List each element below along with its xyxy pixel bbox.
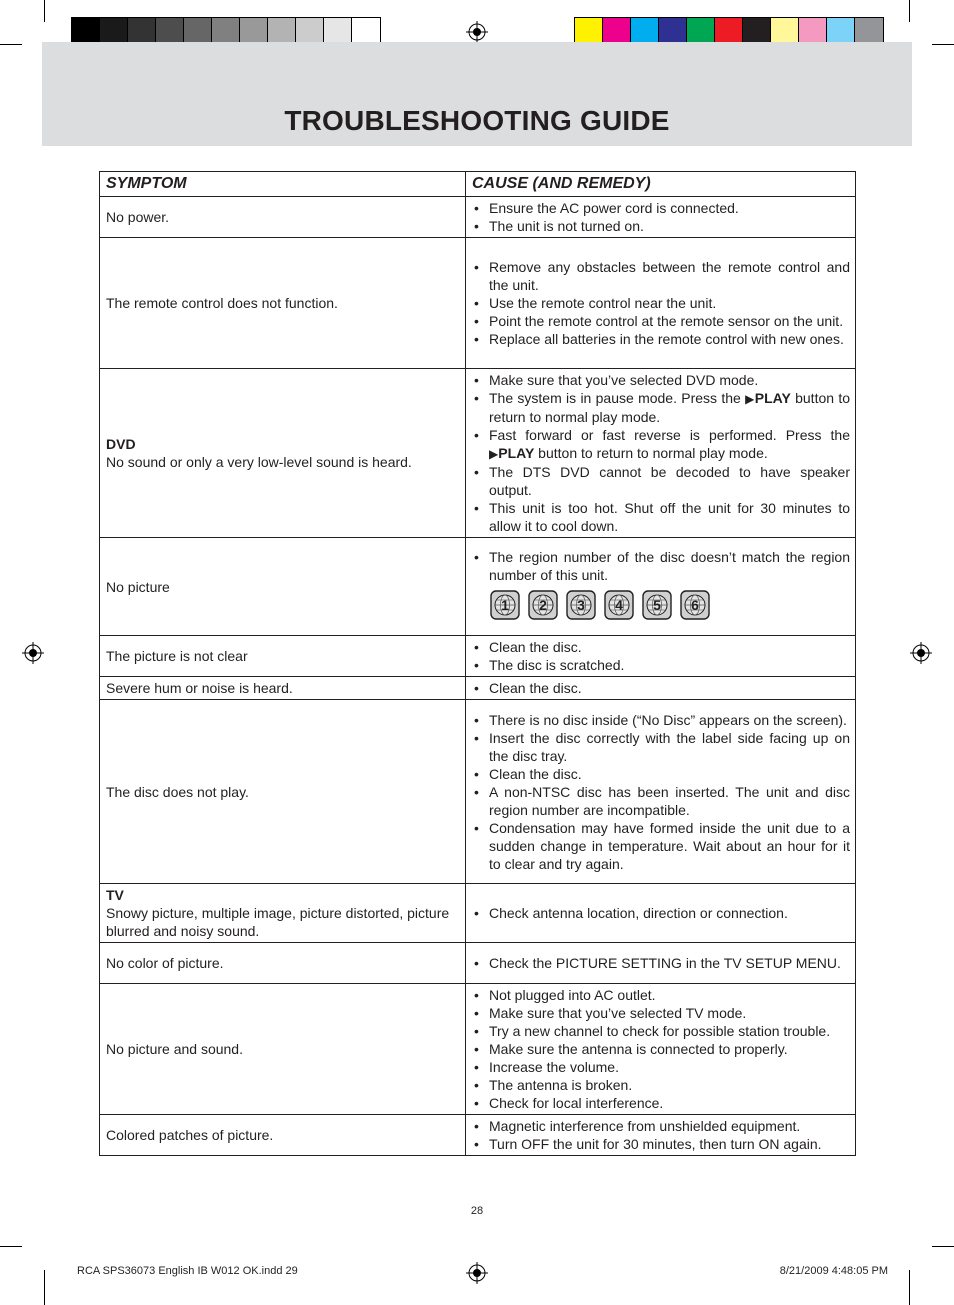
remedy-list [472, 711, 850, 873]
remedy-item: • There is no disc inside (“No Disc” appears on the screen). [472, 711, 850, 729]
color-swatch [240, 18, 268, 45]
color-swatch [575, 18, 603, 45]
remedy-cell [466, 1115, 856, 1156]
table-header-row [100, 172, 856, 197]
symptom-cell [100, 677, 466, 700]
region-number: 4 [615, 596, 623, 613]
cause-column-header: CAUSE (AND REMEDY) [466, 172, 856, 197]
crop-mark [0, 1246, 22, 1247]
remedy-item: • Replace all batteries in the remote control with new ones. [472, 330, 850, 348]
symptom-category: TV [106, 887, 124, 903]
remedy-item: • Insert the disc correctly with the label side facing up on the disc tray. [472, 729, 850, 765]
color-swatch [799, 18, 827, 45]
remedy-item: • Not plugged into AC outlet. [472, 986, 850, 1004]
registration-mark-icon [22, 642, 44, 664]
remedy-list [472, 258, 850, 348]
color-swatch [715, 18, 743, 45]
crop-mark [0, 44, 22, 45]
region-number: 3 [577, 596, 585, 613]
crop-mark [909, 0, 910, 22]
region-globe-icon [566, 590, 596, 620]
remedy-item: • Check the PICTURE SETTING in the TV SETUP MENU. [472, 954, 850, 972]
symptom-category: DVD [106, 436, 136, 452]
table-row [100, 636, 856, 677]
color-swatch [771, 18, 799, 45]
symptom-text: No picture and sound. [106, 1041, 243, 1057]
region-number: 6 [691, 596, 699, 613]
color-swatch [631, 18, 659, 45]
remedy-list [472, 1117, 850, 1153]
registration-mark-icon [466, 21, 488, 43]
symptom-text: No color of picture. [106, 955, 224, 971]
remedy-item: • The antenna is broken. [472, 1076, 850, 1094]
remedy-item: • Clean the disc. [472, 638, 850, 656]
region-number: 2 [539, 596, 547, 613]
symptom-text: Snowy picture, multiple image, picture distorted, picture blurred and noisy sound. [106, 905, 450, 939]
crop-mark [932, 44, 954, 45]
symptom-text: The disc does not play. [106, 783, 249, 800]
region-icon-row [490, 590, 850, 620]
remedy-item: • Point the remote control at the remote sensor on the unit. [472, 312, 850, 330]
remedy-cell [466, 538, 856, 636]
page-title: TROUBLESHOOTING GUIDE [284, 105, 670, 136]
footer-timestamp: 8/21/2009 4:48:05 PM [779, 1265, 888, 1277]
remedy-list [472, 679, 850, 697]
symptom-cell [100, 884, 466, 943]
remedy-list [472, 199, 850, 235]
crop-mark [932, 1246, 954, 1247]
table-row [100, 369, 856, 538]
crop-mark [44, 1270, 45, 1305]
remedy-text: button to return to normal play mode. [489, 390, 850, 425]
color-swatch [324, 18, 352, 45]
remedy-item [472, 426, 850, 463]
remedy-list [472, 986, 850, 1112]
region-globe-icon [642, 590, 672, 620]
region-globe-icon [490, 590, 520, 620]
symptom-cell [100, 636, 466, 677]
troubleshooting-table [99, 171, 856, 1156]
table-row [100, 677, 856, 700]
remedy-cell [466, 984, 856, 1115]
color-swatch [100, 18, 128, 45]
color-swatch [72, 18, 100, 45]
symptom-cell [100, 238, 466, 369]
remedy-text: Fast forward or fast reverse is performed. Press the [489, 427, 850, 443]
remedy-item: • Clean the disc. [472, 765, 850, 783]
symptom-text: No sound or only a very low-level sound is heard. [106, 454, 412, 470]
remedy-text: The system is in pause mode. Press the [489, 390, 746, 406]
play-icon: ▶ [745, 392, 755, 406]
symptom-text: No power. [106, 209, 170, 225]
region-globe-icon [528, 590, 558, 620]
remedy-item: • The unit is not turned on. [472, 217, 850, 235]
remedy-item: • Condensation may have formed inside the unit due to a sudden change in temperature. Wait about an hour for it to clear and try again. [472, 819, 850, 873]
table-row [100, 943, 856, 984]
color-swatch [855, 18, 883, 45]
symptom-text: The remote control does not function. [106, 295, 338, 311]
table-row [100, 700, 856, 884]
symptom-text: Colored patches of picture. [106, 1127, 274, 1143]
remedy-cell [466, 677, 856, 700]
remedy-item: • Make sure that you’ve selected DVD mode. [472, 371, 850, 389]
color-swatch [827, 18, 855, 45]
remedy-item: • The region number of the disc doesn’t match the region number of this unit. [472, 548, 850, 584]
remedy-cell [466, 943, 856, 984]
region-number: 5 [653, 596, 661, 613]
remedy-cell [466, 238, 856, 369]
play-button-label: PLAY [498, 445, 535, 461]
region-globe-icon [604, 590, 634, 620]
remedy-item: • Magnetic interference from unshielded equipment. [472, 1117, 850, 1135]
region-globe-icon [680, 590, 710, 620]
color-swatch [687, 18, 715, 45]
color-swatch [603, 18, 631, 45]
symptom-cell [100, 700, 466, 884]
color-swatch [743, 18, 771, 45]
symptom-text: Severe hum or noise is heard. [106, 680, 293, 696]
region-number: 1 [501, 596, 509, 613]
footer-file-info: RCA SPS36073 English IB W012 OK.indd 29 [77, 1265, 298, 1277]
remedy-list [472, 371, 850, 535]
remedy-list [472, 638, 850, 674]
remedy-item: • The DTS DVD cannot be decoded to have speaker output. [472, 463, 850, 499]
remedy-item: • Make sure the antenna is connected to properly. [472, 1040, 850, 1058]
registration-mark-icon [466, 1262, 488, 1284]
remedy-cell [466, 197, 856, 238]
remedy-cell [466, 636, 856, 677]
page-number: 28 [470, 1205, 484, 1217]
remedy-cell [466, 700, 856, 884]
remedy-cell [466, 884, 856, 943]
remedy-cell [466, 369, 856, 538]
remedy-item: • The disc is scratched. [472, 656, 850, 674]
remedy-item: • Check antenna location, direction or connection. [472, 904, 850, 922]
remedy-list [472, 954, 850, 972]
table-row [100, 538, 856, 636]
table-row [100, 984, 856, 1115]
remedy-item: • Increase the volume. [472, 1058, 850, 1076]
symptom-cell [100, 369, 466, 538]
color-swatch [212, 18, 240, 45]
symptom-text: No picture [106, 578, 170, 595]
crop-mark [44, 0, 45, 22]
remedy-list [472, 548, 850, 584]
symptom-cell [100, 197, 466, 238]
registration-mark-icon [910, 642, 932, 664]
table-row [100, 1115, 856, 1156]
color-swatch [128, 18, 156, 45]
remedy-item: • Use the remote control near the unit. [472, 294, 850, 312]
remedy-item: • This unit is too hot. Shut off the unit for 30 minutes to allow it to cool down. [472, 499, 850, 535]
remedy-text: button to return to normal play mode. [534, 445, 768, 461]
crop-mark [909, 1270, 910, 1305]
color-swatch [268, 18, 296, 45]
remedy-list [472, 904, 850, 922]
symptom-cell [100, 984, 466, 1115]
remedy-item [472, 389, 850, 426]
table-row [100, 884, 856, 943]
remedy-item: • Try a new channel to check for possible station trouble. [472, 1022, 850, 1040]
remedy-item: • A non-NTSC disc has been inserted. The unit and disc region number are incompatible. [472, 783, 850, 819]
color-swatch [296, 18, 324, 45]
symptom-cell [100, 538, 466, 636]
symptom-cell [100, 943, 466, 984]
play-button-label: PLAY [754, 390, 791, 406]
remedy-item: • Ensure the AC power cord is connected. [472, 199, 850, 217]
color-swatch [184, 18, 212, 45]
color-swatch [352, 18, 380, 45]
table-row [100, 238, 856, 369]
symptom-cell [100, 1115, 466, 1156]
color-swatch [659, 18, 687, 45]
remedy-item: • Make sure that you’ve selected TV mode. [472, 1004, 850, 1022]
remedy-item: • Check for local interference. [472, 1094, 850, 1112]
remedy-item: • Clean the disc. [472, 679, 850, 697]
remedy-item: • Remove any obstacles between the remote control and the unit. [472, 258, 850, 294]
symptom-text: The picture is not clear [106, 648, 248, 664]
color-swatch [156, 18, 184, 45]
symptom-column-header: SYMPTOM [100, 172, 466, 197]
table-row [100, 197, 856, 238]
remedy-item: • Turn OFF the unit for 30 minutes, then turn ON again. [472, 1135, 850, 1153]
play-icon: ▶ [489, 447, 499, 461]
